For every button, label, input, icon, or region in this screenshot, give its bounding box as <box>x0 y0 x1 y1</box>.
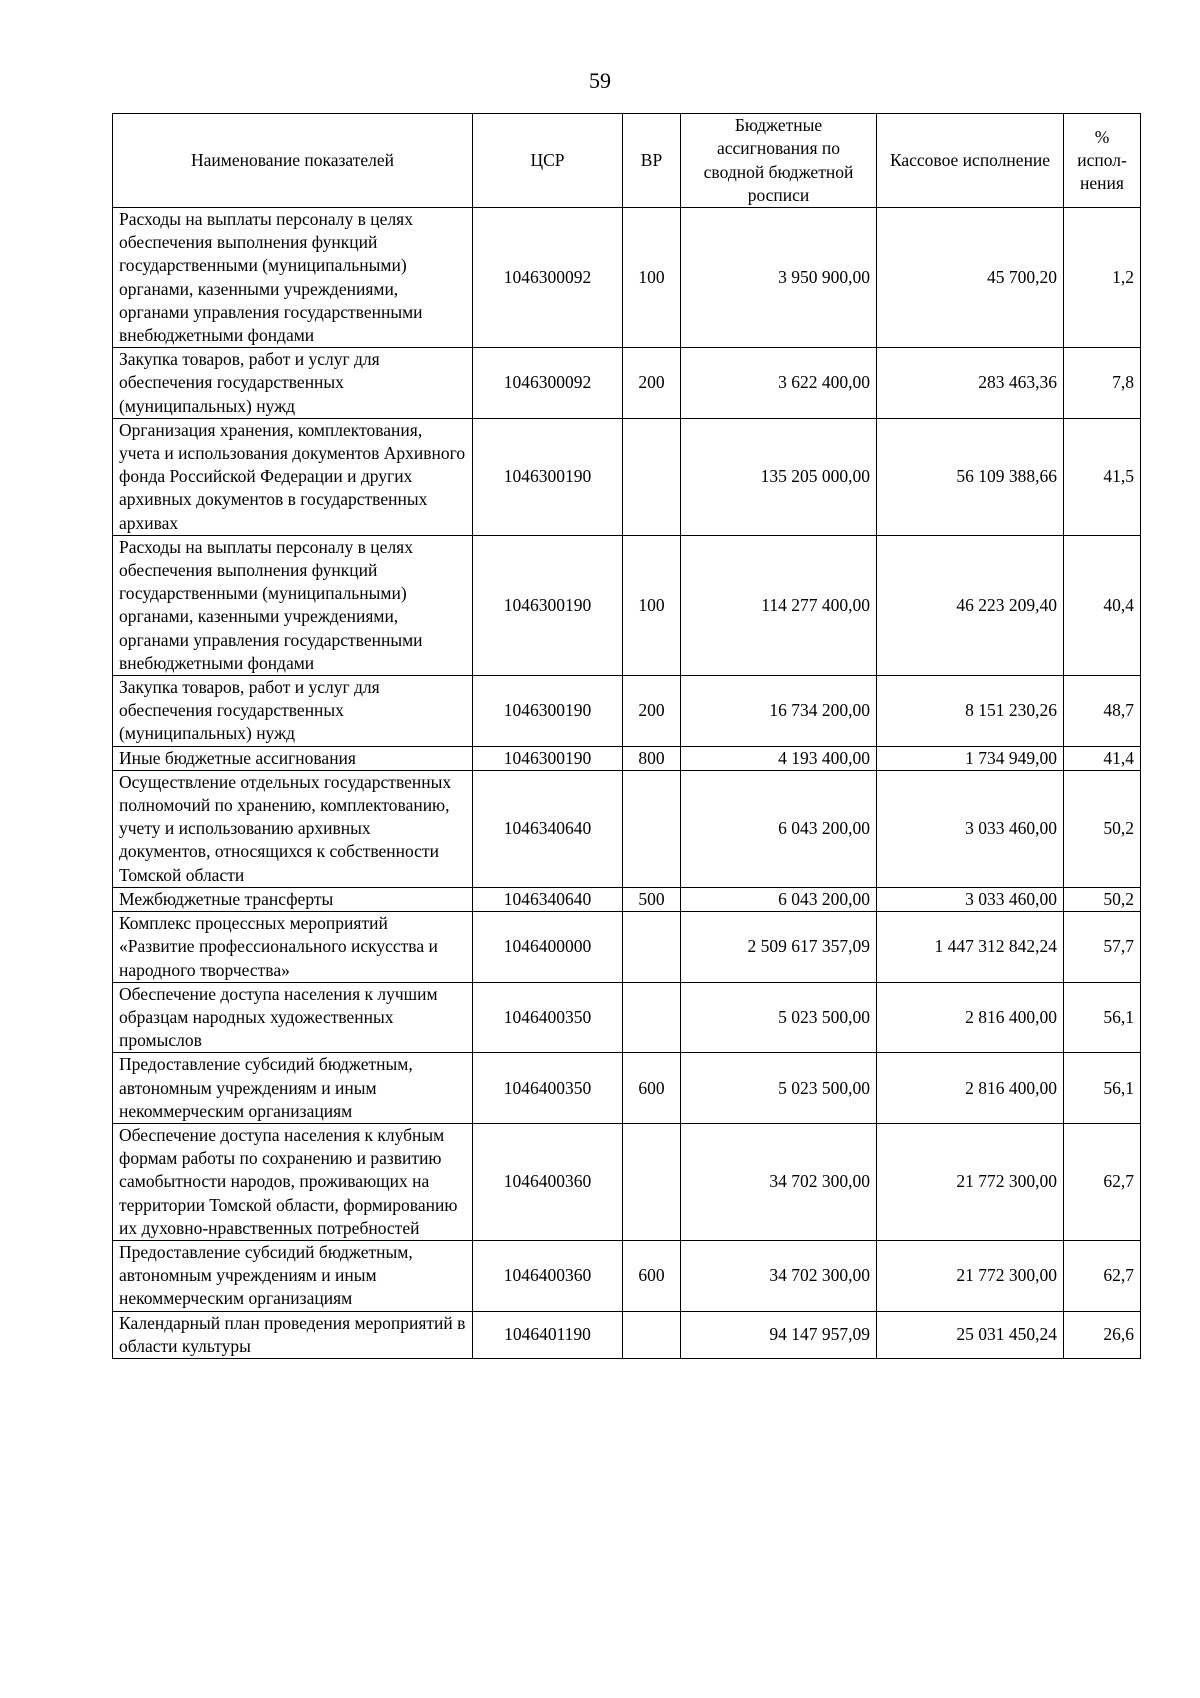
header-percent: % испол-нения <box>1064 114 1141 208</box>
row-percent: 48,7 <box>1064 676 1141 747</box>
table-row <box>113 1123 1141 1240</box>
row-name: Календарный план проведения мероприятий в области культуры <box>113 1311 473 1358</box>
row-csr: 1046400350 <box>473 1053 623 1124</box>
row-name: Осуществление отдельных государственных полномочий по хранению, комплектованию, учету и использованию архивных документов, относящихся к собственности Томской области <box>113 770 473 887</box>
row-percent: 41,5 <box>1064 418 1141 535</box>
table-row <box>113 348 1141 419</box>
row-vr: 500 <box>623 887 681 911</box>
row-cash: 2 816 400,00 <box>877 1053 1064 1124</box>
header-name: Наименование показателей <box>113 114 473 208</box>
table-row <box>113 418 1141 535</box>
row-budget: 3 950 900,00 <box>681 208 877 348</box>
row-budget: 16 734 200,00 <box>681 676 877 747</box>
row-percent: 26,6 <box>1064 1311 1141 1358</box>
row-name: Закупка товаров, работ и услуг для обеспечения государственных (муниципальных) нужд <box>113 348 473 419</box>
row-vr: 200 <box>623 348 681 419</box>
row-percent: 50,2 <box>1064 887 1141 911</box>
row-csr: 1046300190 <box>473 418 623 535</box>
row-csr: 1046400350 <box>473 982 623 1053</box>
table-header-row <box>113 114 1141 208</box>
row-budget: 3 622 400,00 <box>681 348 877 419</box>
row-name: Расходы на выплаты персоналу в целях обеспечения выполнения функций государственными (муниципальными) органами, казенными учреждениями, органами управления государственными внебюджетными фондами <box>113 208 473 348</box>
row-vr <box>623 418 681 535</box>
table-row <box>113 912 1141 983</box>
row-csr: 1046300092 <box>473 348 623 419</box>
row-name: Организация хранения, комплектования, учета и использования документов Архивного фонда Российской Федерации и других архивных документов в государственных архивах <box>113 418 473 535</box>
row-name: Иные бюджетные ассигнования <box>113 746 473 770</box>
header-budget: Бюджетные ассигнования по сводной бюджетной росписи <box>681 114 877 208</box>
row-vr: 100 <box>623 535 681 675</box>
row-budget: 5 023 500,00 <box>681 1053 877 1124</box>
table-row <box>113 676 1141 747</box>
row-budget: 94 147 957,09 <box>681 1311 877 1358</box>
row-cash: 1 447 312 842,24 <box>877 912 1064 983</box>
row-vr <box>623 912 681 983</box>
table-row <box>113 208 1141 348</box>
row-csr: 1046340640 <box>473 887 623 911</box>
row-budget: 34 702 300,00 <box>681 1240 877 1311</box>
row-cash: 21 772 300,00 <box>877 1240 1064 1311</box>
row-cash: 283 463,36 <box>877 348 1064 419</box>
budget-execution-table <box>112 113 1141 1359</box>
row-percent: 7,8 <box>1064 348 1141 419</box>
row-percent: 57,7 <box>1064 912 1141 983</box>
row-vr <box>623 982 681 1053</box>
row-cash: 3 033 460,00 <box>877 887 1064 911</box>
header-csr: ЦСР <box>473 114 623 208</box>
table-row <box>113 746 1141 770</box>
page-number: 59 <box>589 68 611 93</box>
row-name: Межбюджетные трансферты <box>113 887 473 911</box>
header-cash: Кассовое исполнение <box>877 114 1064 208</box>
row-csr: 1046340640 <box>473 770 623 887</box>
row-vr <box>623 1123 681 1240</box>
row-cash: 45 700,20 <box>877 208 1064 348</box>
row-csr: 1046400360 <box>473 1123 623 1240</box>
table-row <box>113 1240 1141 1311</box>
row-vr <box>623 770 681 887</box>
table-row <box>113 535 1141 675</box>
table-row <box>113 982 1141 1053</box>
row-csr: 1046401190 <box>473 1311 623 1358</box>
row-budget: 2 509 617 357,09 <box>681 912 877 983</box>
row-percent: 41,4 <box>1064 746 1141 770</box>
row-budget: 6 043 200,00 <box>681 770 877 887</box>
row-cash: 8 151 230,26 <box>877 676 1064 747</box>
table-row <box>113 770 1141 887</box>
row-percent: 50,2 <box>1064 770 1141 887</box>
row-name: Расходы на выплаты персоналу в целях обеспечения выполнения функций государственными (муниципальными) органами, казенными учреждениями, органами управления государственными внебюджетными фондами <box>113 535 473 675</box>
row-vr: 800 <box>623 746 681 770</box>
table-row <box>113 1053 1141 1124</box>
header-vr: ВР <box>623 114 681 208</box>
row-cash: 21 772 300,00 <box>877 1123 1064 1240</box>
row-vr: 600 <box>623 1240 681 1311</box>
row-vr: 100 <box>623 208 681 348</box>
row-name: Закупка товаров, работ и услуг для обеспечения государственных (муниципальных) нужд <box>113 676 473 747</box>
row-csr: 1046300092 <box>473 208 623 348</box>
row-name: Предоставление субсидий бюджетным, автономным учреждениям и иным некоммерческим организациям <box>113 1240 473 1311</box>
row-csr: 1046300190 <box>473 746 623 770</box>
row-cash: 56 109 388,66 <box>877 418 1064 535</box>
row-percent: 1,2 <box>1064 208 1141 348</box>
row-cash: 3 033 460,00 <box>877 770 1064 887</box>
row-percent: 56,1 <box>1064 1053 1141 1124</box>
row-percent: 40,4 <box>1064 535 1141 675</box>
row-csr: 1046400000 <box>473 912 623 983</box>
row-budget: 135 205 000,00 <box>681 418 877 535</box>
row-csr: 1046400360 <box>473 1240 623 1311</box>
row-vr: 600 <box>623 1053 681 1124</box>
row-name: Обеспечение доступа населения к лучшим образцам народных художественных промыслов <box>113 982 473 1053</box>
row-cash: 46 223 209,40 <box>877 535 1064 675</box>
row-name: Обеспечение доступа населения к клубным формам работы по сохранению и развитию самобытности народов, проживающих на территории Томской области, формированию их духовно-нравственных потребностей <box>113 1123 473 1240</box>
row-cash: 25 031 450,24 <box>877 1311 1064 1358</box>
row-csr: 1046300190 <box>473 535 623 675</box>
row-budget: 4 193 400,00 <box>681 746 877 770</box>
row-csr: 1046300190 <box>473 676 623 747</box>
row-cash: 2 816 400,00 <box>877 982 1064 1053</box>
row-budget: 34 702 300,00 <box>681 1123 877 1240</box>
row-percent: 62,7 <box>1064 1240 1141 1311</box>
row-vr: 200 <box>623 676 681 747</box>
row-percent: 62,7 <box>1064 1123 1141 1240</box>
row-cash: 1 734 949,00 <box>877 746 1064 770</box>
row-percent: 56,1 <box>1064 982 1141 1053</box>
row-name: Комплекс процессных мероприятий «Развитие профессионального искусства и народного творчества» <box>113 912 473 983</box>
row-budget: 5 023 500,00 <box>681 982 877 1053</box>
row-vr <box>623 1311 681 1358</box>
table-row <box>113 887 1141 911</box>
table-row <box>113 1311 1141 1358</box>
row-budget: 114 277 400,00 <box>681 535 877 675</box>
row-budget: 6 043 200,00 <box>681 887 877 911</box>
row-name: Предоставление субсидий бюджетным, автономным учреждениям и иным некоммерческим организациям <box>113 1053 473 1124</box>
